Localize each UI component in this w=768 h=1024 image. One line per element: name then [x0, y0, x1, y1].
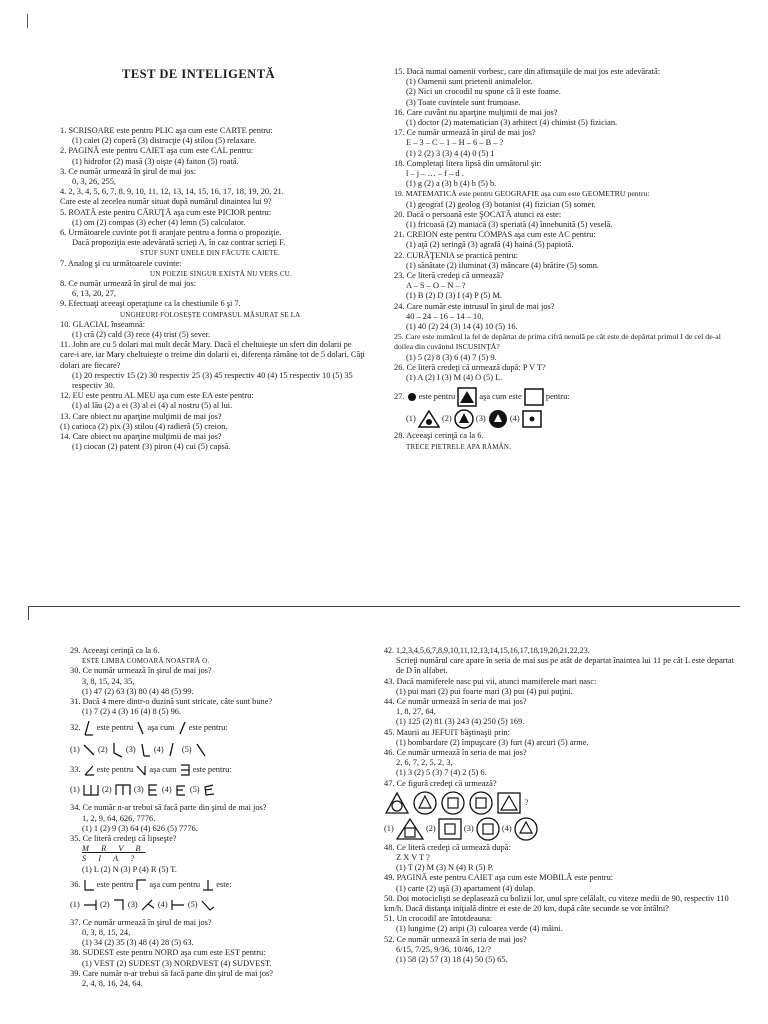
line-option-icon: [166, 741, 180, 759]
scrambled-sentence: UN POEZIE SINGUR EXISTĂ NU VERS CU.: [150, 269, 293, 278]
q32-analogy: [70, 719, 370, 741]
page-divider: [28, 606, 740, 607]
sequence: Z X V T ?: [396, 853, 430, 863]
question: 4. 2, 3, 4, 5, 6, 7, 8, 9, 10, 11, 12, 13, 14, 15, 16, 17, 18, 19, 20, 21.: [60, 187, 284, 197]
bracket-option-icon: [202, 783, 216, 797]
analogy-text: aşa cum este: [479, 392, 522, 402]
option-label: (1): [406, 414, 416, 424]
option-label: (1): [70, 899, 80, 909]
question: 8. Ce număr urmează în şirul de mai jos:: [60, 279, 197, 289]
option-label: (1): [70, 785, 80, 795]
sequence: 0, 3, 26, 255,: [72, 177, 116, 187]
option-label: (5): [189, 785, 200, 795]
question: 21. CREION este pentru COMPAS aşa cum este AC pentru:: [394, 230, 596, 240]
options: (1) caiet (2) coperă (3) distracţie (4) stilou (5) relaxare.: [72, 136, 257, 146]
triangle-in-circle-icon: [384, 791, 410, 815]
option-label: (3): [133, 785, 144, 795]
option-label: (3): [125, 745, 136, 755]
scrambled-sentence: STUF SUNT UNELE DIN FĂCUTE CAIETE.: [140, 249, 281, 258]
square-with-triangle-icon: [457, 387, 477, 407]
question: 9. Efectuaţi aceeaşi operaţiune ca la chestiunile 6 şi 7.: [60, 299, 241, 309]
options: (1) T (2) M (3) N (4) R (5) P.: [396, 863, 494, 873]
question: 45. Maurii au JEFUIT băştinaşii prin:: [384, 727, 510, 737]
options: (1) carte (2) uşă (3) apartament (4) dulap.: [396, 883, 536, 893]
question: 7. Analog şi cu următoarele cuvinte:: [60, 258, 182, 268]
question: 46. Ce număr urmează în seria de mai jos?: [384, 748, 527, 758]
question: 15. Dacă numai oamenii vorbesc, care din afirmaţiile de mai jos este adevărată:: [394, 67, 661, 76]
line-option-icon: [194, 741, 208, 759]
question-mark: ?: [524, 797, 529, 807]
question: 28. Aceeaşi cerinţă ca la 6.: [394, 431, 484, 441]
corner-symbol-icon: [83, 878, 95, 892]
options: (1) 34 (2) 35 (3) 48 (4) 28 (5) 63.: [82, 938, 194, 948]
options: (1) hidrofor (2) masă (3) oişte (4) faiton (5) roată.: [72, 156, 239, 166]
circle-with-square-icon: [440, 791, 466, 815]
question: 43. Dacă mamiferele nasc pui vii, atunci mamiferele mari nasc:: [384, 676, 597, 686]
question-text: Care este al zecelea număr situat după numărul dinaintea lui 9?: [60, 197, 272, 207]
sequence: 6, 13, 20, 27,: [72, 289, 116, 299]
analogy-text: aşa cum: [149, 765, 177, 775]
question: 31. Dacă 4 mere dintr-o duzină sunt stricate, câte sunt bune?: [70, 697, 273, 707]
question: 37. Ce număr urmează în şirul de mai jos?: [70, 917, 212, 927]
question: 24. Care număr este intrusul în şirul de mai jos?: [394, 301, 555, 311]
options: (1) lungime (2) aripi (3) culoarea verde (4) mâini.: [396, 924, 563, 934]
option-label: (2): [441, 414, 452, 424]
option-label: (3): [463, 823, 474, 833]
bracket-option-icon: [146, 783, 160, 797]
questions-column-4: [384, 646, 734, 965]
question: 30. Ce număr urmează în şirul de mai jos?: [70, 666, 212, 676]
question: 29. Aceeaşi cerinţă ca la 6.: [70, 646, 160, 655]
options: (1) 3 (2) 5 (3) 7 (4) 2 (5) 6.: [396, 768, 487, 778]
page-title: TEST DE INTELIGENTĂ: [122, 67, 276, 81]
question: 18. Completaţi litera lipsă din următorul şir:: [394, 158, 542, 168]
question: 6. Următoarele cuvinte pot fi aranjate pentru a forma o propoziţie.: [60, 228, 282, 238]
option-label: (1): [384, 823, 394, 833]
triangle-with-square-icon: [396, 818, 424, 840]
question: 20. Dacă o persoană este ŞOCATĂ atunci ea este:: [394, 209, 562, 219]
circle-with-triangle-icon: [454, 409, 474, 429]
questions-column-1: [60, 126, 365, 453]
analogy-text: este pentru: [96, 879, 134, 889]
angle-symbol-icon: [135, 763, 147, 777]
question: 42. 1,2,3,4,5,6,7,8,9,10,11,12,13,14,15,16,17,18,19,20,21,22,23.: [384, 646, 590, 655]
options: (1) fricoasă (2) maniacă (3) speriată (4) înnebunită (5) veselă.: [406, 220, 613, 230]
analogy-text: este pentru:: [188, 723, 228, 733]
option-label: (2): [99, 899, 110, 909]
options: (1) pui mari (2) pui foarte mari (3) pui (4) pui puţini.: [396, 686, 573, 696]
options: (1) ciocan (2) patent (3) piron (4) cui (5) capsă.: [72, 442, 231, 452]
sequence: 2, 4, 8, 16, 24, 64.: [82, 979, 143, 989]
question: 47. Ce figură credeţi că urmează?: [384, 778, 497, 788]
sequence: 2, 6, 7, 2, 5, 2, 3,: [396, 758, 453, 768]
scrambled-sentence: UNGHEURI FOLOSEŞTE COMPASUL MĂSURAT SE LA: [120, 310, 301, 319]
option-label: (4): [153, 745, 164, 755]
question-number: 27.: [394, 392, 405, 402]
square-in-square-icon: [438, 818, 462, 840]
question-number: 32.: [70, 723, 81, 733]
symbol-option-icon: [140, 898, 156, 912]
circle-with-circle-icon: [476, 817, 500, 841]
line-option-icon: [110, 741, 124, 759]
question: 35. Ce literă credeţi că lipseşte?: [70, 834, 177, 844]
question: 38. SUDEST este pentru NORD aşa cum este EST pentru:: [70, 948, 266, 958]
options: (1) 20 respectiv 15 (2) 30 respectiv 25 (3) 45 respectiv 40 (4) 15 respectiv 10 (5) 35 respectiv 30.: [72, 370, 353, 391]
options: (1) VEST (2) SUDEST (3) NORDVEST (4) SUDVEST.: [82, 958, 272, 968]
option-label: (4): [501, 823, 512, 833]
symbol-option-icon: [170, 898, 186, 912]
options: (1) 1 (2) 9 (3) 64 (4) 626 (5) 7776.: [82, 823, 198, 833]
question: 51. Un crocodil are întotdeauna:: [384, 914, 493, 924]
option-label: (4): [157, 899, 168, 909]
options: (1) 7 (2) 4 (3) 16 (4) 8 (5) 96.: [82, 707, 182, 717]
square-with-triangle-icon: [496, 791, 522, 815]
question: 12. EU este pentru AL MEU aşa cum este EA este pentru:: [60, 391, 254, 401]
question: 13. Care obiect nu aparţine mulţimii de mai jos?: [60, 411, 222, 421]
slanted-line-up-icon: [83, 719, 95, 737]
options: (1) 47 (2) 63 (3) 80 (4) 48 (5) 99.: [82, 686, 194, 696]
analogy-text: este pentru:: [192, 765, 232, 775]
analogy-text: pentru:: [545, 392, 570, 402]
question: 11. John are cu 5 dolari mai mult decât Mary. Dacă el cheltuieşte un sfert din dolarii pe care-i are, iar Mary cheltuieşte o treime din dolarii ei, diferenţa rămâne tot de 5 dolari. Câţi dolari are fiecare?: [60, 340, 365, 370]
question: 39. Care număr n-ar trebui să facă parte din şirul de mai jos?: [70, 968, 274, 978]
options: (1) 58 (2) 57 (3) 18 (4) 50 (5) 65.: [396, 955, 508, 965]
question: 49. PAGINĂ este pentru CAIET aşa cum este MOBILĂ este pentru:: [384, 873, 614, 883]
analogy-text: este:: [216, 879, 232, 889]
sequence: 40 – 24 – 16 – 14 – 10.: [406, 311, 484, 321]
option: (3) Toate cuvintele sunt frumoase.: [406, 97, 521, 107]
scrambled-sentence: TRECE PIETRELE APA RĂMÂN.: [406, 442, 512, 451]
option: (2) Nici un crocodil nu spune că îi este foame.: [406, 87, 561, 97]
q47-options: [384, 817, 734, 843]
question: 14. Care obiect nu aparţine mulţimii de mai jos?: [60, 432, 222, 442]
question: 17. Ce număr urmează în şirul de mai jos?: [394, 128, 536, 138]
question: 44. Ce număr urmează în seria de mai jos?: [384, 697, 527, 707]
q47-sequence: [384, 791, 734, 817]
options: (1) B (2) D (3) I (4) P (5) M.: [406, 291, 502, 301]
question-text: Scrieţi numărul care apare în seria de mai sus pe atât de departat înaintea lui 11 pe cât L este departat de D în alfabet.: [396, 656, 734, 676]
option-label: (3): [475, 414, 486, 424]
circle-with-square-icon: [468, 791, 494, 815]
question: 5. ROATĂ este pentru CĂRUŢĂ aşa cum este PICIOR pentru:: [60, 207, 272, 217]
bracket-symbol-icon: [179, 763, 191, 777]
option-label: (1): [70, 745, 80, 755]
q36-analogy: [70, 878, 370, 898]
options: (1) 125 (2) 81 (3) 243 (4) 250 (5) 169.: [396, 717, 525, 727]
q33-options: [70, 783, 370, 803]
analogy-text: este pentru: [96, 723, 134, 733]
empty-square-icon: [524, 388, 544, 406]
angle-symbol-icon: [83, 763, 95, 777]
square-with-dot-icon: [522, 410, 542, 428]
fraction-top: M R V B: [82, 844, 146, 854]
q27-options: [394, 409, 734, 431]
q32-options: [70, 741, 370, 763]
analogy-text: este pentru: [96, 765, 134, 775]
option-label: (2): [425, 823, 436, 833]
options: (1) al lău (2) a ei (3) al ei (4) al nostru (5) al lui.: [72, 401, 233, 411]
bracket-option-icon: [114, 783, 132, 797]
sequence: E – 3 – C – 1 – H – 6 – B – ?: [406, 138, 504, 148]
options: (1) 5 (2) 8 (3) 6 (4) 7 (5) 9.: [406, 352, 497, 362]
slanted-line-icon: [135, 719, 145, 737]
q27-analogy: [394, 387, 734, 409]
question: 52. Ce număr urmează în seria de mai jos?: [384, 934, 527, 944]
triangle-with-circle-icon: [418, 410, 440, 428]
symbol-option-icon: [200, 898, 216, 912]
q33-analogy: [70, 763, 370, 783]
perpendicular-icon: [202, 878, 214, 892]
options: (1) geograf (2) geolog (3) botanist (4) fizician (5) somer.: [406, 199, 596, 209]
question: 16. Care cuvânt nu aparţine mulţimii de mai jos?: [394, 107, 558, 117]
filled-circle-triangle-icon: [488, 409, 508, 429]
question: 34. Ce număr n-ar trebui să facă parte din şirul de mai jos?: [70, 803, 267, 813]
question: 50. Doi motociclişti se deplasează cu bolizii lor, unul spre celălalt, cu viteze medii de 90, respectiv 110 km/h. Dacă distanţa iniţială dintre ei este de 20 km, după câte secunde se vor întâlni?: [384, 893, 729, 914]
question: 19. MATEMATICĂ este pentru GEOGRAFIE aşa cum este GEOMETRU pentru:: [394, 189, 650, 199]
options: (1) 2 (2) 3 (3) 4 (4) 0 (5) 1: [406, 148, 495, 158]
question-text: Dacă propoziţia este adevărată scrieţi A, în caz contrar scrieţi F.: [72, 238, 286, 248]
scan-mark: [28, 606, 29, 620]
options: (1) sănătate (2) iluminat (3) mâncare (4) brătire (5) somn.: [406, 260, 600, 270]
symbol-option-icon: [82, 898, 98, 912]
sequence: 1, 8, 27, 64,: [396, 707, 436, 717]
option-label: (5): [187, 899, 198, 909]
fraction-bottom: S I A ?: [82, 854, 140, 864]
option-label: (2): [101, 785, 112, 795]
question: 23. Ce literă credeţi că urmează?: [394, 271, 504, 281]
sequence: 3, 8, 15, 24, 35,: [82, 676, 135, 686]
circle-with-triangle-icon: [514, 817, 538, 841]
options: (1) aţă (2) seringă (3) agrafă (4) haină (5) papiotă.: [406, 240, 574, 250]
symbol-option-icon: [112, 898, 126, 912]
bracket-option-icon: [174, 783, 188, 797]
questions-column-3: [70, 646, 370, 989]
option-label: (5): [181, 745, 192, 755]
corner-symbol-icon: [135, 878, 147, 892]
options: (1) A (2) I (3) M (4) O (5) L.: [406, 373, 503, 383]
question: 10. GLACIAL înseamnă:: [60, 319, 146, 329]
options: (1) bombardare (2) împuşcare (3) furt (4) arcuri (5) arme.: [396, 737, 589, 747]
options: (1) g (2) a (3) b (4) h (5) b.: [406, 179, 497, 189]
question-number: 36.: [70, 879, 81, 889]
option-label: (4): [161, 785, 172, 795]
option: (1) Oamenii sunt prietenii animalelor.: [406, 77, 533, 87]
question-number: 33.: [70, 765, 81, 775]
sequence: 0, 3, 8, 15, 24,: [82, 928, 131, 938]
options: (1) om (2) compas (3) echer (4) lemn (5) calculator.: [72, 217, 246, 227]
analogy-text: aşa cum: [147, 723, 175, 733]
scan-mark: [27, 14, 28, 28]
line-option-icon: [138, 741, 152, 759]
option-label: (4): [509, 414, 520, 424]
question: 26. Ce literă credeţi că urmează după: P V T?: [394, 362, 546, 372]
options: (1) 40 (2) 24 (3) 14 (4) 10 (5) 16.: [406, 322, 518, 332]
line-option-icon: [82, 741, 96, 759]
bracket-option-icon: [82, 783, 100, 797]
question: 25. Care este numărul la fel de depărtat de prima cifră nenulă pe cât este de depărtat primul I de cel de-al doilea din cuvântul ISCUSINŢĂ?: [394, 332, 721, 352]
question: 1. SCRISOARE este pentru PLIC aşa cum este CARTE pentru:: [60, 126, 273, 135]
question: 22. CURĂŢENIA se practică pentru:: [394, 250, 518, 260]
question: 48. Ce literă credeţi că urmează după:: [384, 842, 511, 852]
slanted-line-icon: [177, 719, 187, 737]
q36-options: [70, 898, 370, 918]
analogy-text: este pentru: [418, 392, 456, 402]
filled-circle-icon: [407, 392, 417, 402]
circle-with-triangle-icon: [412, 791, 438, 815]
options: (1) L (2) N (3) P (4) R (5) T.: [82, 864, 177, 874]
options: (1) carioca (2) pix (3) stilou (4) radieră (5) creion.: [60, 421, 228, 431]
options: (1) cră (2) cald (3) rece (4) trist (5) sever.: [72, 330, 211, 340]
analogy-text: aşa cum pentru: [149, 879, 201, 889]
sequence: A – S – O – N – ?: [406, 281, 466, 291]
option-label: (2): [97, 745, 108, 755]
question: 2. PAGINĂ este pentru CAIET aşa cum este CAL pentru:: [60, 146, 254, 156]
sequence: 1, 2, 9, 64, 626, 7776.: [82, 813, 156, 823]
sequence: l – j – … – f – d .: [406, 169, 464, 179]
scrambled-sentence: ESTE LIMBA COMOARĂ NOASTRĂ O.: [82, 657, 210, 666]
options: (1) doctor (2) matematician (3) arhitect (4) chimist (5) fizician.: [406, 118, 618, 128]
questions-column-2: [394, 67, 734, 452]
option-label: (3): [127, 899, 138, 909]
question: 3. Ce număr urmează în şirul de mai jos:: [60, 166, 197, 176]
fraction-sequence: 6/15, 7/25, 9/36, 10/46, 12/?: [396, 944, 491, 954]
